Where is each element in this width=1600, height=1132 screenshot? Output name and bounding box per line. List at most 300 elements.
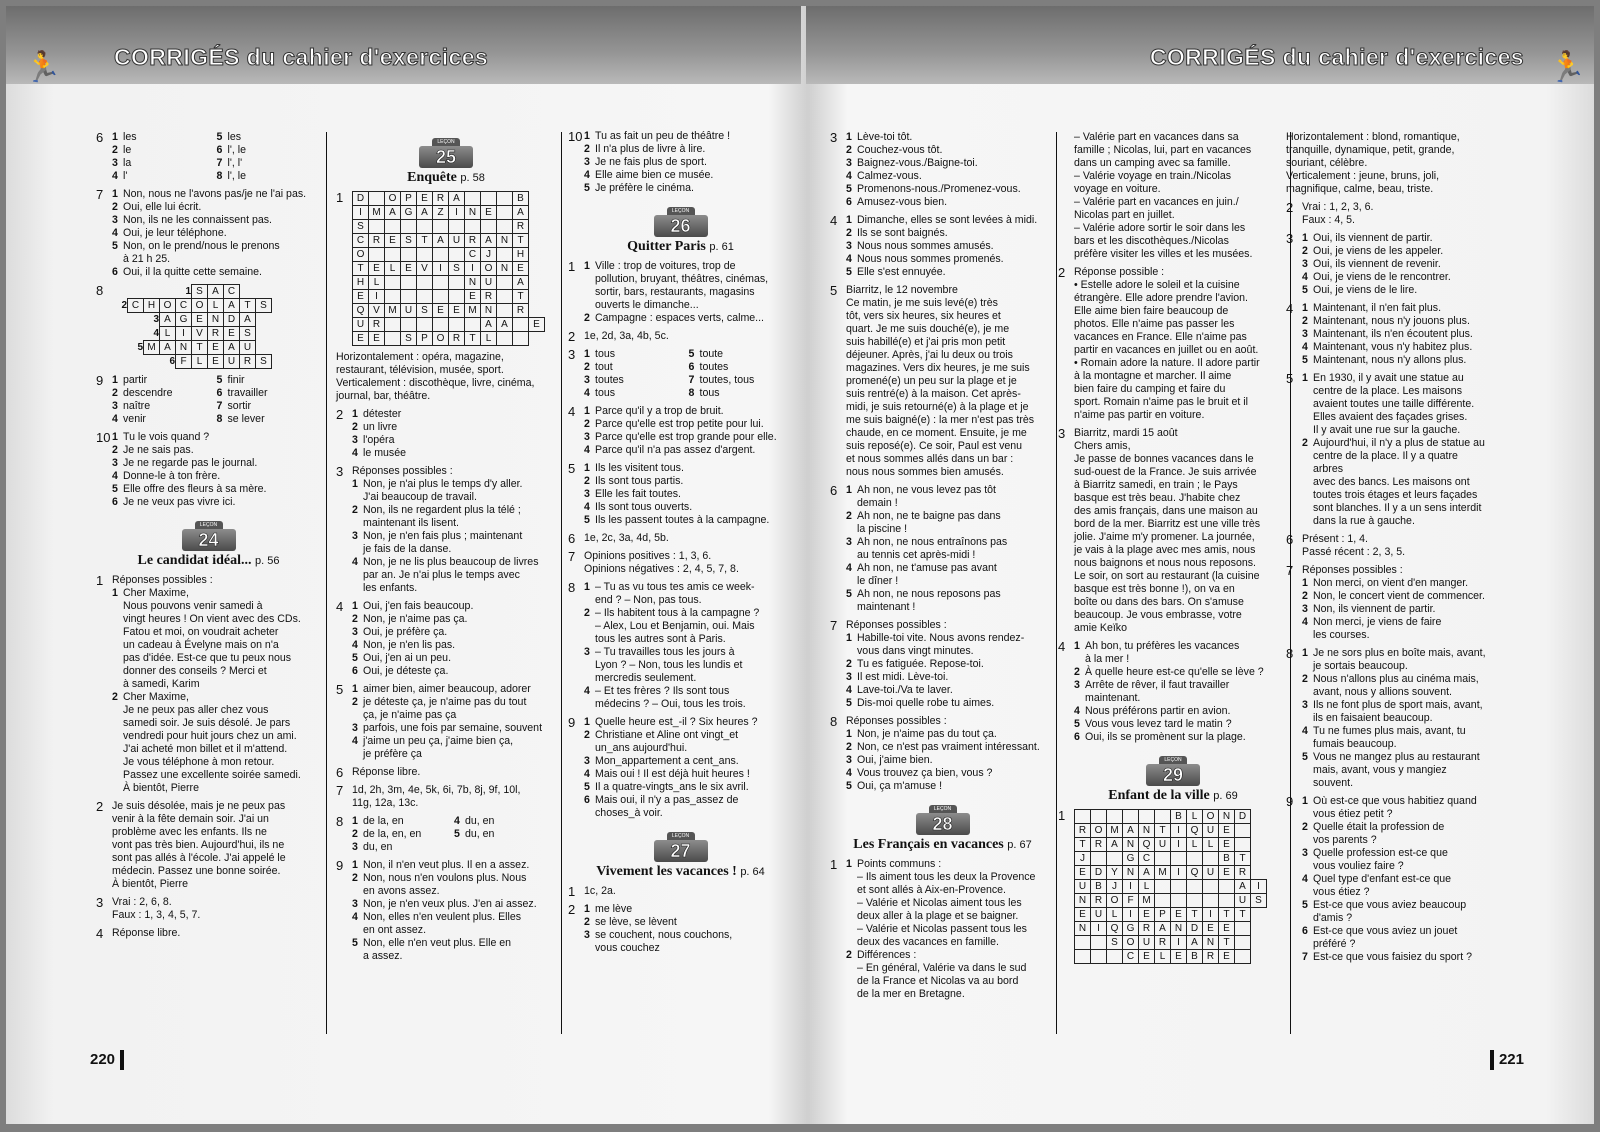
answer-number: 2 (846, 949, 852, 961)
exercise-number: 10 (96, 430, 111, 445)
answer-line (1074, 248, 1288, 261)
grid-cell: L (1139, 880, 1155, 894)
grid-cell: E (1219, 866, 1235, 880)
grid-cell (417, 290, 433, 304)
exercise-number: 9 (568, 715, 576, 730)
answer-line (846, 697, 1055, 710)
answer-number: 1 (352, 600, 358, 612)
exercise-number: 6 (568, 531, 576, 546)
answer-line (846, 632, 1055, 645)
answer-text: Réponses possibles : (112, 574, 213, 586)
answer-text: et nous sommes allés dans un bar : (846, 453, 1014, 465)
word-search-grid (352, 191, 545, 346)
grid-cell: A (1107, 838, 1123, 852)
answer-text: je déteste ça, je n'aime pas du tout (363, 696, 527, 708)
exercise (96, 188, 321, 279)
answer-line (1074, 427, 1288, 440)
lesson-number: 24 (182, 529, 236, 551)
answer-line (1302, 450, 1486, 476)
grid-row (1075, 950, 1267, 964)
answer-number: 2 (584, 143, 590, 155)
grid-cell: I (1251, 880, 1267, 894)
grid-cell: R (513, 220, 529, 234)
answer-text: Je ne peux pas aller chez vous (123, 704, 269, 716)
answer-line (1074, 596, 1288, 609)
answer-number: 1 (846, 858, 852, 870)
answer-line (1074, 440, 1288, 453)
answer-line (584, 260, 793, 273)
grid-cell (1155, 852, 1171, 866)
answer-text: Oui, il la quitte cette semaine. (123, 266, 262, 278)
answer-text: – Valérie voyage en train./Nicolas (1074, 170, 1232, 182)
answer-text: de la France et Nicolas va au bord (857, 975, 1019, 987)
answer-text: Est-ce que vous aviez un jouet (1313, 925, 1458, 937)
answer-line (1302, 660, 1486, 673)
lesson-page: p. 61 (709, 241, 734, 253)
grid-cell: R (1235, 866, 1251, 880)
page-number: 221 (1485, 1050, 1524, 1070)
column-divider (561, 132, 562, 1034)
grid-cell: G (1123, 852, 1139, 866)
grid-cell: A (1235, 880, 1251, 894)
answer-line (112, 214, 321, 227)
exercise-number: 3 (1058, 426, 1066, 441)
answer-line (846, 549, 1055, 562)
exercise-body (584, 330, 793, 343)
answer-text: Non, on le prend/nous le prenons (123, 240, 280, 252)
answer-line (1074, 235, 1288, 248)
exercise (336, 766, 556, 779)
grid-cell: M (1155, 866, 1171, 880)
answer-text: Ils les passent toutes à la campagne. (595, 514, 770, 526)
grid-cell: N (481, 304, 497, 318)
grid-row (112, 285, 272, 299)
answer-line (112, 691, 321, 704)
answer-number: 2 (352, 828, 358, 840)
grid-cell: A (160, 313, 176, 327)
answer-line (846, 323, 1055, 336)
answer-number: 5 (846, 780, 852, 792)
answer-text: Oui, ils se promènent sur la plage. (1085, 731, 1246, 743)
lesson-badge (182, 521, 236, 551)
exercise-number (1058, 131, 1074, 261)
answer-number: 7 (216, 157, 223, 169)
grid-cell: A (224, 341, 240, 355)
exercise-number: 7 (568, 549, 576, 564)
answer-number: 2 (352, 504, 358, 516)
grid-cell (112, 355, 128, 369)
exercise-number: 6 (830, 483, 838, 498)
exercise-number: 4 (830, 213, 838, 228)
grid-cell: I (433, 262, 449, 276)
answer-text: Amusez-vous bien. (857, 196, 948, 208)
answer-text: préfère visiter les villes et les musées. (1074, 248, 1253, 260)
answer-text: À quelle heure est-ce qu'elle se lève ? (1085, 666, 1264, 678)
lesson-badge (419, 138, 473, 168)
exercise-body (352, 408, 556, 460)
grid-cell: I (1123, 880, 1139, 894)
answer-number: 1 (352, 815, 358, 827)
answer-line (1074, 292, 1288, 305)
grid-cell: L (1187, 810, 1203, 824)
grid-cell: E (417, 192, 433, 206)
clue-number: 6 (169, 356, 175, 368)
answer-line (112, 157, 217, 170)
answer-number: 2 (584, 607, 590, 619)
answer-line (352, 797, 556, 810)
grid-cell: V (369, 304, 385, 318)
grid-cell: A (481, 234, 497, 248)
grid-cell (1091, 950, 1107, 964)
answer-text: À bientôt, Pierre (112, 878, 188, 890)
answer-line (217, 374, 322, 387)
exercise (96, 374, 321, 426)
grid-cell (401, 248, 417, 262)
answer-text: Quelle était la profession de (1313, 821, 1445, 833)
exercise (568, 885, 793, 898)
answer-line (112, 470, 321, 483)
grid-cell (1123, 810, 1139, 824)
exercise-number: 10 (568, 129, 583, 144)
answer-text: vous couchez (595, 942, 660, 954)
grid-cell: R (433, 192, 449, 206)
answer-number: 1 (846, 484, 852, 496)
grid-cell: I (1171, 824, 1187, 838)
answer-text: vous étiez petit ? (1313, 808, 1393, 820)
grid-cell (128, 355, 144, 369)
answer-number: 1 (584, 405, 590, 417)
answer-number: 4 (112, 227, 118, 239)
answer-line (846, 266, 1055, 279)
answer-line (846, 388, 1055, 401)
answer-line (1074, 505, 1288, 518)
grid-cell: Y (1107, 866, 1123, 880)
answer-number: 1 (112, 587, 118, 599)
grid-cell: N (497, 262, 513, 276)
exercise (1058, 640, 1288, 744)
exercise-number: 2 (568, 902, 576, 917)
answer-line (1302, 302, 1486, 315)
answer-line (1302, 647, 1486, 660)
answer-text: vont pas très bien. Aujourd'hui, ils ne (112, 839, 285, 851)
answer-text: Maintenant, ils n'en écoutent plus. (1313, 328, 1473, 340)
lesson-heading (830, 805, 1055, 853)
grid-cell: A (1139, 866, 1155, 880)
exercise (1058, 131, 1288, 261)
answer-line (1074, 144, 1288, 157)
answer-text: Ah non, ne nous entraînons pas (857, 536, 1008, 548)
answer-number: 3 (352, 898, 358, 910)
exercise-number: 7 (336, 783, 344, 798)
answer-line (112, 865, 321, 878)
grid-cell: E (192, 313, 208, 327)
answer-text: Biarritz, le 12 novembre (846, 284, 958, 296)
answer-text: Oui, ils viennent de partir. (1313, 232, 1433, 244)
grid-cell: E (1139, 950, 1155, 964)
answer-number: 2 (1074, 666, 1080, 678)
answer-number: 2 (584, 475, 590, 487)
answer-text: Biarritz, mardi 15 août (1074, 427, 1178, 439)
answer-number: 5 (584, 182, 590, 194)
answer-line (1074, 453, 1288, 466)
answer-line (1302, 795, 1486, 808)
exercise-body (1302, 647, 1486, 790)
answer-line (846, 619, 1055, 632)
exercise (568, 462, 793, 527)
answer-number: 4 (1074, 705, 1080, 717)
exercise-body (846, 484, 1055, 614)
answer-line (352, 696, 556, 709)
exercise-number: 4 (568, 404, 576, 419)
answer-number: 3 (112, 214, 118, 226)
grid-cell (497, 248, 513, 262)
lesson-label: LEÇON (1159, 756, 1187, 764)
answer-text: Parce qu'elle est trop petite pour lui. (595, 418, 764, 430)
answer-line (584, 462, 793, 475)
answer-text: Non merci, on vient d'en manger. (1313, 577, 1469, 589)
answer-number: 3 (352, 841, 358, 853)
answer-number: 4 (584, 501, 590, 513)
grid-row (1075, 852, 1267, 866)
answer-text: tous (595, 387, 616, 399)
answer-text: centre de la place. Il y a quatre arbres (1313, 450, 1458, 475)
grid-cell: I (353, 206, 369, 220)
answer-line (352, 859, 556, 872)
exercise (1286, 647, 1486, 790)
answer-number: 4 (584, 387, 590, 399)
answer-line (846, 871, 1055, 884)
answer-text: deux des vacances en famille. (857, 936, 999, 948)
answer-text: Nous nous sommes promenés. (857, 253, 1004, 265)
grid-cell (497, 192, 513, 206)
grid-cell: E (1219, 922, 1235, 936)
answer-line (846, 227, 1055, 240)
exercise-number: 2 (568, 329, 576, 344)
grid-cell: H (513, 248, 529, 262)
answer-number: 5 (352, 937, 358, 949)
lesson-title (1058, 788, 1288, 804)
clue-number: 2 (121, 300, 127, 311)
answer-text: sont pas allés à l'école. J'ai appelé le (112, 852, 286, 864)
grid-cell (385, 248, 401, 262)
answer-text: Le soir, on sort au restaurant (la cuisine (1074, 570, 1260, 582)
answer-line (584, 169, 793, 182)
answer-text: Dis-moi quelle robe tu aimes. (857, 697, 995, 709)
answer-text: maintenant ! (857, 601, 916, 613)
grid-cell: I (1123, 908, 1139, 922)
answer-number: 1 (1302, 647, 1308, 659)
exercise-body (584, 903, 793, 955)
grid-cell: B (513, 192, 529, 206)
answer-text: Lève-toi tôt. (857, 131, 913, 143)
answer-line (1302, 201, 1486, 214)
text-line: Verticalement : jeune, bruns, joli, magnifique, calme, beau, triste. (1286, 170, 1440, 195)
grid-cell: U (240, 341, 256, 355)
answer-number: 1 (352, 683, 358, 695)
answer-line (1074, 222, 1288, 235)
answer-text: 1e, 2c, 3a, 4d, 5b. (584, 532, 669, 544)
answer-line (584, 312, 793, 325)
lesson-number: 26 (654, 215, 708, 237)
answer-line (584, 742, 793, 755)
answer-line (1302, 515, 1486, 528)
grid-cell (449, 318, 465, 332)
answer-number: 4 (584, 444, 590, 456)
answer-line (112, 413, 217, 426)
answer-line (1302, 912, 1486, 925)
answer-text: Oui, j'en fais beaucoup. (363, 600, 474, 612)
answer-text: Elle aime bien ce musée. (595, 169, 714, 181)
answer-text: à la mer ! (1085, 653, 1130, 665)
answer-line (689, 361, 794, 374)
grid-cell: N (1123, 866, 1139, 880)
grid-cell (385, 332, 401, 346)
exercise-number: 8 (568, 580, 576, 595)
answer-text: Présent : 1, 4. (1302, 533, 1368, 545)
exercise-number: 5 (1286, 371, 1294, 386)
answer-text: je vais à la plage avec mes amis, nous (1074, 544, 1256, 556)
grid-cell: D (1091, 866, 1107, 880)
answer-text: étrangère. Elle adore prendre l'avion. (1074, 292, 1248, 304)
answer-line (1074, 344, 1288, 357)
grid-cell: U (1075, 880, 1091, 894)
answer-line (1302, 546, 1486, 559)
exercise-body (584, 581, 793, 711)
grid-cell: C (224, 285, 240, 299)
exercise-body (112, 431, 321, 509)
grid-cell: O (353, 248, 369, 262)
answer-text: à samedi, Karim (123, 678, 200, 690)
answer-line (584, 514, 793, 527)
answer-line (1302, 564, 1486, 577)
answer-text: Vrai : 2, 6, 8. (112, 896, 172, 908)
answer-line (352, 898, 556, 911)
lesson-badge (654, 832, 708, 862)
answer-text: Est-ce que vous aviez beaucoup (1313, 899, 1467, 911)
answer-text: du, en (465, 828, 495, 840)
grid-cell: R (1155, 936, 1171, 950)
answer-number: 2 (846, 510, 852, 522)
grid-cell: U (481, 276, 497, 290)
answer-text: Ah non, ne nous reposons pas (857, 588, 1001, 600)
lesson-heading (568, 832, 793, 880)
answer-text: la (123, 157, 132, 169)
answer-text: Quel type d'enfant est-ce que (1313, 873, 1452, 885)
answer-text: Ils sont tous partis. (595, 475, 684, 487)
grid-cell (417, 276, 433, 290)
answer-text: l', le (227, 170, 247, 182)
answer-text: Je ne regarde pas le journal. (123, 457, 258, 469)
grid-cell: R (1091, 838, 1107, 852)
answer-text: Opinions négatives : 2, 4, 5, 7, 8. (584, 563, 739, 575)
answer-number: 5 (584, 514, 590, 526)
exercise-body (584, 260, 793, 325)
answer-line (217, 157, 322, 170)
answer-text: J'ai beaucoup de travail. (363, 491, 477, 503)
answer-text: Je ne fais plus de sport. (595, 156, 707, 168)
grid-cell (128, 313, 144, 327)
answer-text: Tu as fait un peu de théâtre ! (595, 130, 731, 142)
answer-line (352, 556, 556, 569)
answer-text: Tu ne fumes plus mais, avant, tu (1313, 725, 1466, 737)
answer-line (846, 910, 1055, 923)
answer-text: les courses. (1313, 629, 1370, 641)
paragraph (1286, 131, 1486, 196)
answer-number: 1 (112, 131, 118, 143)
exercise-number: 5 (568, 461, 576, 476)
grid-cell (401, 290, 417, 304)
grid-cell: A (417, 206, 433, 220)
exercise-body (1074, 266, 1288, 422)
grid-cell: M (1139, 894, 1155, 908)
answer-number: 5 (584, 781, 590, 793)
answer-line (846, 754, 1055, 767)
exercise (1286, 372, 1486, 528)
answer-text: Nous n'allons plus au cinéma mais, (1313, 673, 1479, 685)
grid-cell: Q (1107, 922, 1123, 936)
answer-text: Ah non, ne vous levez pas tôt (857, 484, 996, 496)
answer-number: 3 (846, 671, 852, 683)
exercise-body (584, 462, 793, 527)
answer-number: 3 (846, 240, 852, 252)
grid-cell: G (1123, 922, 1139, 936)
answer-text: Passez une excellente soirée samedi. (123, 769, 301, 781)
grid-row (1075, 866, 1267, 880)
answer-line (352, 517, 556, 530)
answer-line (1074, 266, 1288, 279)
answer-text: suis habillé(e) et j'ai pris mon petit (846, 336, 1006, 348)
answer-number: 3 (846, 536, 852, 548)
grid-cell: U (224, 355, 240, 369)
answer-line (846, 336, 1055, 349)
answer-number: 1 (352, 859, 358, 871)
answer-line (584, 929, 793, 942)
answer-number: 2 (352, 421, 358, 433)
answer-line (1074, 157, 1288, 170)
answer-line (584, 501, 793, 514)
answer-text: me lève (595, 903, 633, 915)
grid-cell: N (176, 341, 192, 355)
exercise (830, 214, 1055, 279)
answer-line (1302, 847, 1486, 860)
grid-cell: E (369, 262, 385, 276)
answer-line (846, 157, 1055, 170)
answer-text: vingt heures ! On vient avec des CDs. (123, 613, 301, 625)
answer-text: vous étiez ? (1313, 886, 1370, 898)
column (1286, 126, 1486, 964)
answer-text: Non, je n'en lis pas. (363, 639, 456, 651)
answer-line (584, 646, 793, 659)
grid-cell (465, 318, 481, 332)
answer-number: 1 (112, 188, 118, 200)
answer-line (352, 491, 556, 504)
exercise-body (112, 188, 321, 279)
answer-text: Ville : trop de voitures, trop de (595, 260, 736, 272)
answer-number: 3 (1302, 603, 1308, 615)
answer-line (1074, 531, 1288, 544)
grid-cell: T (1219, 908, 1235, 922)
exercise-number: 2 (336, 407, 344, 422)
answer-number: 1 (584, 716, 590, 728)
answer-text: amie Keïko (1074, 622, 1127, 634)
answer-text: Est-ce que vous faisiez du sport ? (1313, 951, 1472, 963)
grid-row (353, 304, 545, 318)
answer-text: Couchez-vous tôt. (857, 144, 943, 156)
answer-text: vous vouliez faire ? (1313, 860, 1404, 872)
answer-text: les (227, 131, 242, 143)
grid-cell: N (465, 276, 481, 290)
answer-text: Ah non, ne te baigne pas dans (857, 510, 1001, 522)
